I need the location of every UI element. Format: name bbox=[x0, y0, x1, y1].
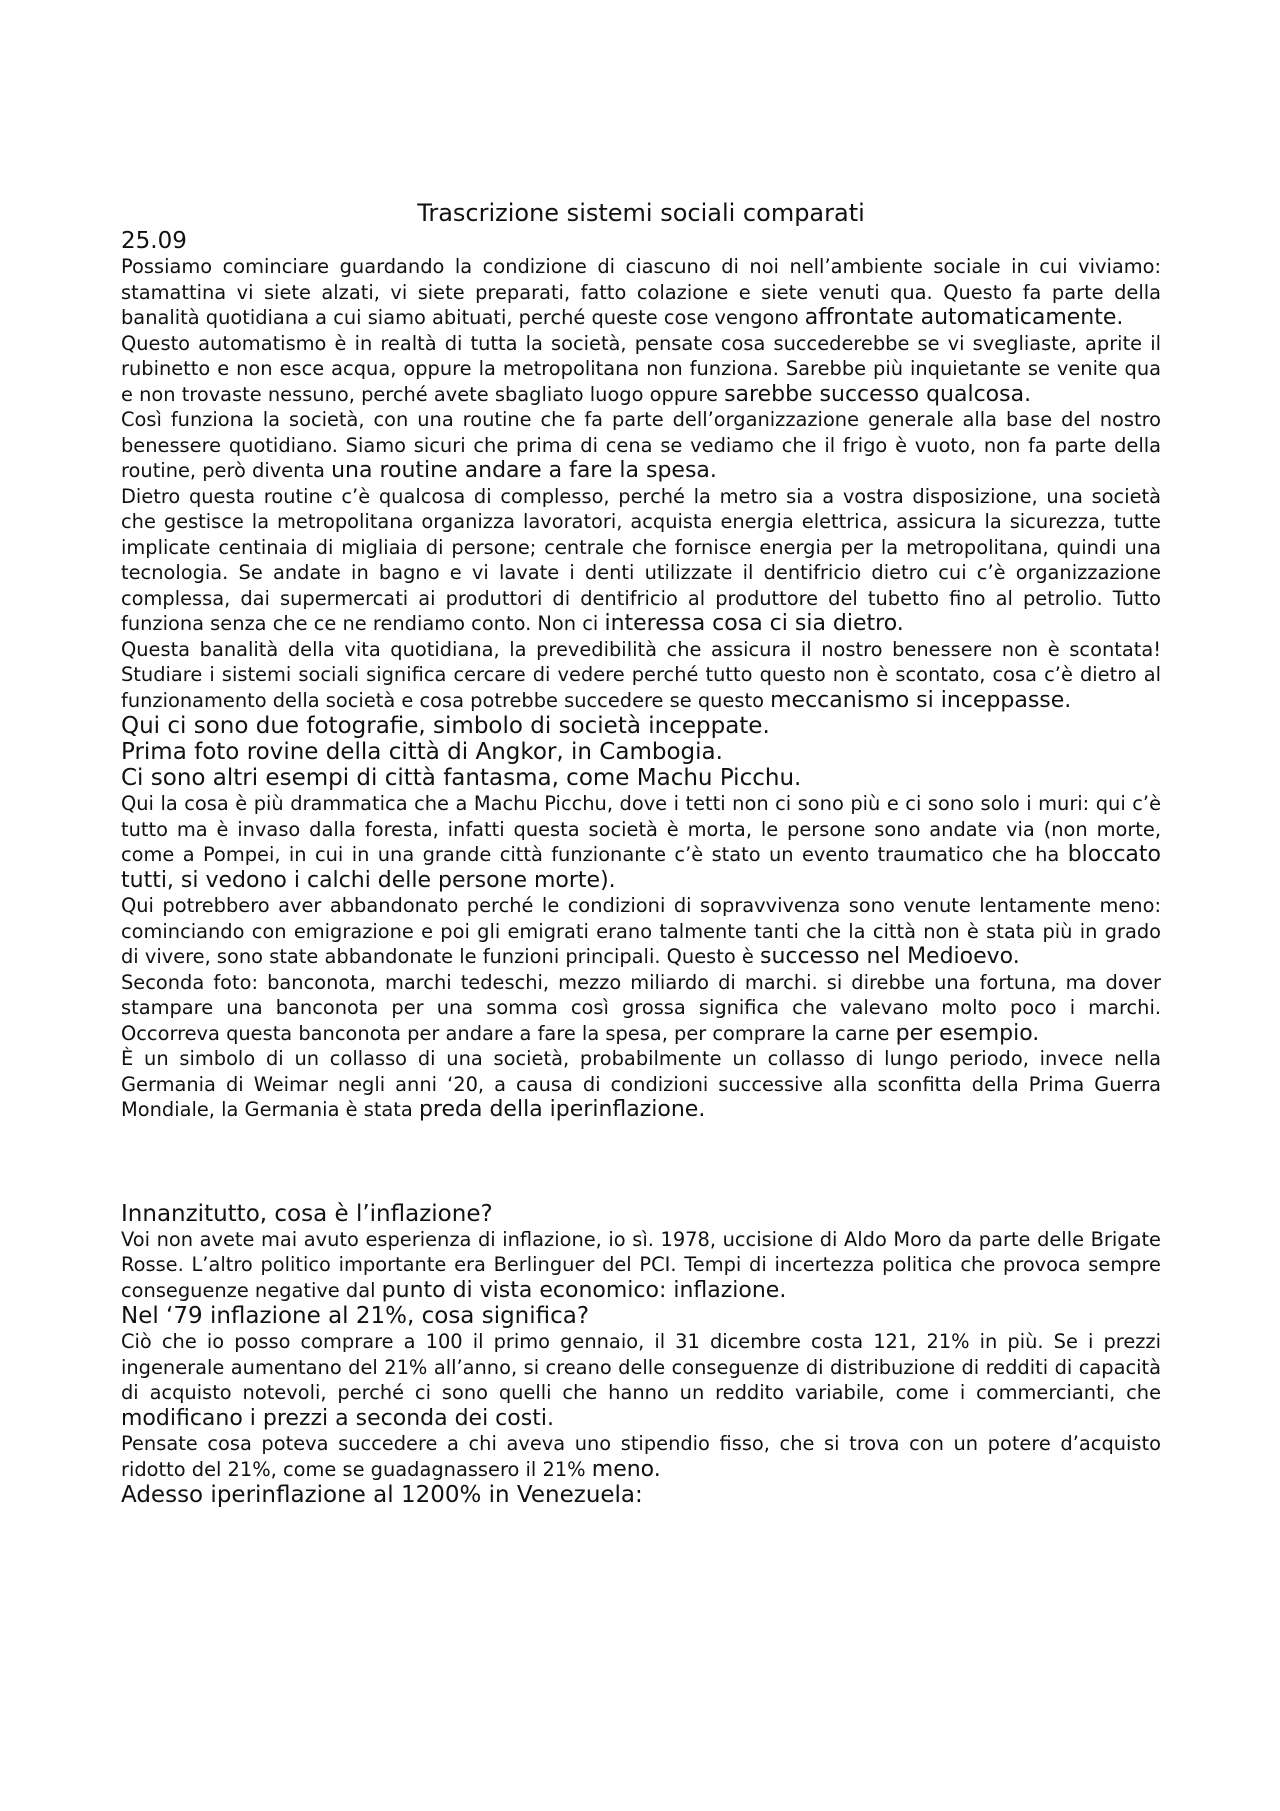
paragraph: Ciò che io posso comprare a 100 il primo gennaio, il 31 dicembre costa 121, 21% in più. Se i prezzi ingenerale aumentano del 21% all’anno, si creano delle conseguenze di distribuzione di redditi di capacità di acquisto notevoli, perché ci sono quelli che hanno un reddito variabile, come i commercianti, che modificano i prezzi a seconda dei costi. bbox=[121, 1330, 1161, 1431]
paragraph: Dietro questa routine c’è qualcosa di complesso, perché la metro sia a vostra disposizione, una società che gestisce la metropolitana organizza lavoratori, acquista energia elettrica, assicura la sicurezza, tutte implicate centinaia di migliaia di persone; centrale che fornisce energia per la metropolitana, quindi una tecnologia. Se andate in bagno e vi lavate i denti utilizzate il dentifricio dietro cui c’è organizzazione complessa, dai supermercati ai produttori di dentifricio al produttore del tubetto fino al petrolio. Tutto funziona senza che ce ne rendiamo conto. Non ci interessa cosa ci sia dietro. bbox=[121, 484, 1161, 636]
paragraph: Questa banalità della vita quotidiana, la prevedibilità che assicura il nostro benessere non è scontata! Studiare i sistemi sociali significa cercare di vedere perché tutto questo non è scontato, cosa c’è dietro al funzionamento della società e cosa potrebbe succedere se questo meccanismo si inceppasse. bbox=[121, 637, 1161, 713]
document-page bbox=[121, 198, 1161, 1508]
section-gap bbox=[121, 1123, 1161, 1201]
text-line: Qui ci sono due fotografie, simbolo di società inceppate. bbox=[121, 713, 770, 739]
section-heading: Innanzitutto, cosa è l’inflazione? bbox=[121, 1200, 493, 1227]
paragraph: Qui potrebbero aver abbandonato perché le condizioni di sopravvivenza sono venute lentamente meno: cominciando con emigrazione e poi gli emigrati erano talmente tanti che la città non è stata più in grado di vivere, sono state abbandonate le funzioni principali. Questo è successo nel Medioevo. bbox=[121, 894, 1161, 969]
document-date: 25.09 bbox=[121, 228, 187, 254]
paragraph: Pensate cosa poteva succedere a chi aveva uno stipendio fisso, che si trova con un potere d’acquisto ridotto del 21%, come se guadagnassero il 21% meno. bbox=[121, 1432, 1161, 1482]
paragraph: Questo automatismo è in realtà di tutta la società, pensate cosa succederebbe se vi svegliaste, aprite il rubinetto e non esce acqua, oppure la metropolitana non funziona. Sarebbe più inquietante se venite qua e non trovaste nessuno, perché avete sbagliato luogo oppure sarebbe successo qualcosa. bbox=[121, 331, 1161, 407]
text-line: Ci sono altri esempi di città fantasma, come Machu Picchu. bbox=[121, 765, 802, 791]
text-line: Adesso iperinflazione al 1200% in Venezuela: bbox=[121, 1482, 643, 1508]
paragraph: È un simbolo di un collasso di una società, probabilmente un collasso di lungo periodo, invece nella Germania di Weimar negli anni ‘20, a causa di condizioni successive alla sconfitta della Prima Guerra Mondiale, la Germania è stata preda della iperinflazione. bbox=[121, 1047, 1161, 1122]
document-title: Trascrizione sistemi sociali comparati bbox=[417, 199, 865, 227]
paragraph: Voi non avete mai avuto esperienza di inflazione, io sì. 1978, uccisione di Aldo Moro da parte delle Brigate Rosse. L’altro politico importante era Berlinguer del PCI. Tempi di incertezza politica che provoca sempre conseguenze negative dal punto di vista economico: inflazione. bbox=[121, 1227, 1161, 1303]
paragraph: Qui la cosa è più drammatica che a Machu Picchu, dove i tetti non ci sono più e ci sono solo i muri: qui c’è tutto ma è invaso dalla foresta, infatti questa società è morta, le persone sono andate via (non morte, come a Pompei, in cui in una grande città funzionante c’è stato un evento traumatico che ha bloccato tutti, si vedono i calchi delle persone morte). bbox=[121, 792, 1161, 893]
text-line: Prima foto rovine della città di Angkor, in Cambogia. bbox=[121, 739, 723, 765]
paragraph: Possiamo cominciare guardando la condizione di ciascuno di noi nell’ambiente sociale in cui viviamo: stamattina vi siete alzati, vi siete preparati, fatto colazione e siete venuti qua. Questo fa parte della banalità quotidiana a cui siamo abituati, perché queste cose vengono affrontate automaticamente. bbox=[121, 255, 1161, 330]
text-line: Nel ‘79 inflazione al 21%, cosa significa? bbox=[121, 1303, 590, 1329]
paragraph: Così funziona la società, con una routine che fa parte dell’organizzazione generale alla base del nostro benessere quotidiano. Siamo sicuri che prima di cena se vediamo che il frigo è vuoto, non fa parte della routine, però diventa una routine andare a fare la spesa. bbox=[121, 408, 1161, 483]
paragraph: Seconda foto: banconota, marchi tedeschi, mezzo miliardo di marchi. si direbbe una fortuna, ma dover stampare una banconota per una somma così grossa significa che valevano molto poco i marchi. Occorreva questa banconota per andare a fare la spesa, per comprare la carne per esempio. bbox=[121, 970, 1161, 1046]
